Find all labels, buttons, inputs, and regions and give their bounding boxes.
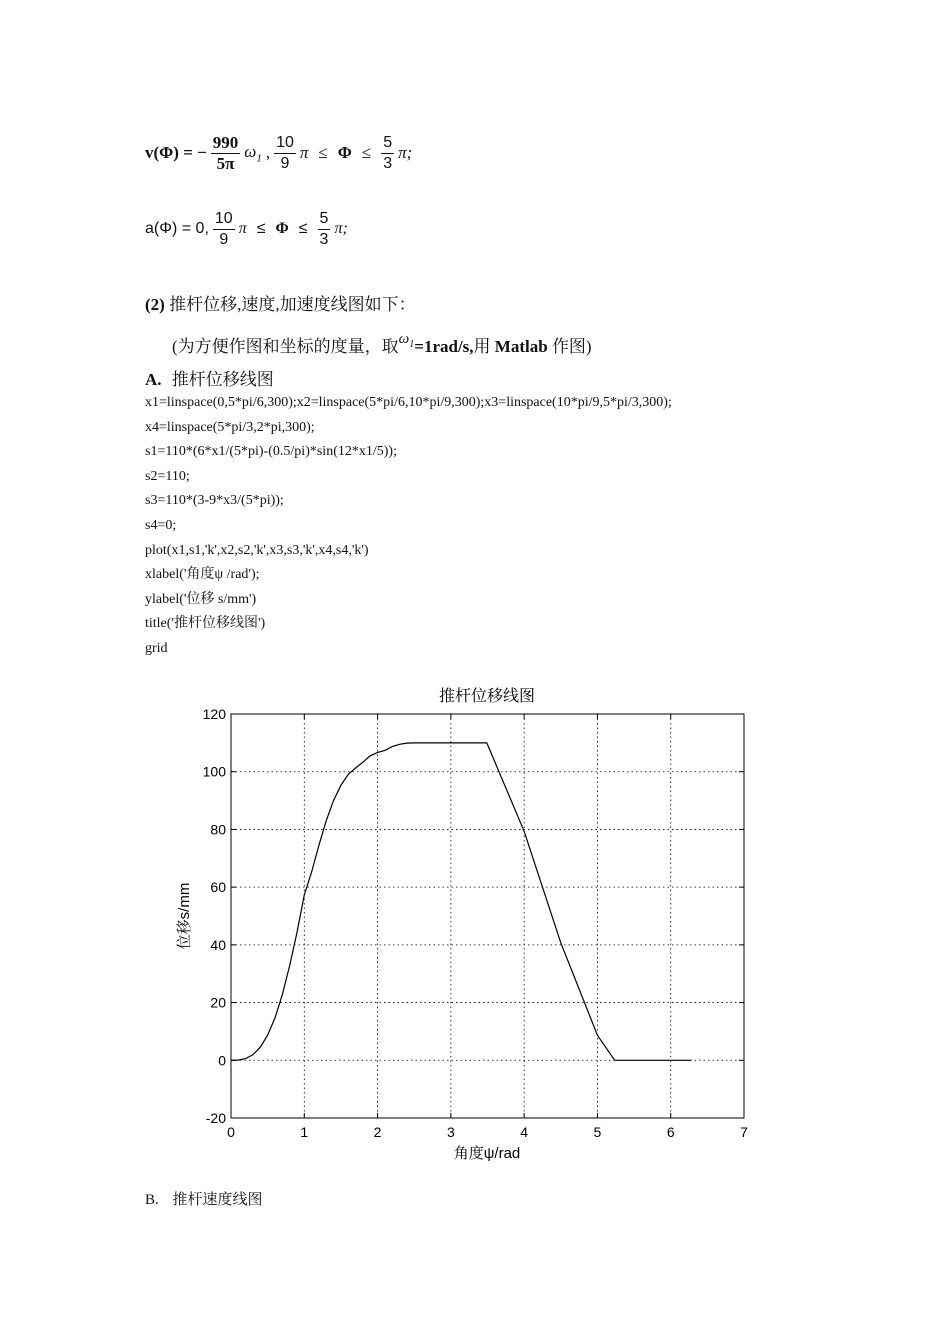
x-tick-label: 2 [373,1124,382,1140]
x-tick-label: 7 [740,1124,748,1140]
code-line: x4=linspace(5*pi/3,2*pi,300); [145,419,315,435]
code-line: grid [145,640,168,656]
eq-v-lhs: v(Φ) = − [145,143,207,162]
matlab-code-block [145,391,672,662]
code-line: ylabel('位移 s/mm') [145,591,257,607]
part-a-title: 推杆位移线图 [171,370,274,389]
eq-v-lower-bound: $\frac{10}{9}$ [276,133,294,172]
equation-acceleration [145,204,348,254]
y-tick-label: 20 [210,994,226,1011]
equation-velocity [145,128,412,178]
eq-v-leq1: ≤ [318,143,328,162]
y-tick-label: 100 [202,763,226,780]
x-tick-label: 5 [593,1124,602,1140]
note-before: (为方便作图和坐标的度量，取 [172,337,399,356]
x-tick-label: 3 [446,1124,455,1140]
chart-ticks [203,706,748,1140]
section-2-title: 推杆位移,速度,加速度线图如下： [169,295,416,314]
note-value: =1rad/s, [414,337,474,356]
x-tick-label: 0 [227,1124,235,1140]
series-line-s [231,743,692,1060]
note-end: 作图) [551,337,592,356]
note-use: 用 [473,337,491,356]
plot-note [172,332,592,359]
eq-a-tail: π; [334,220,348,237]
y-tick-label: 80 [210,821,226,838]
x-tick-label: 1 [300,1124,309,1140]
displacement-chart [0,670,950,1170]
eq-a-phi: Φ [275,220,289,237]
chart-grid [231,714,744,1118]
y-tick-label: -20 [205,1110,226,1126]
code-line: s4=0; [145,517,177,533]
y-tick-label: 120 [202,706,226,722]
code-line: title('推杆位移线图') [145,616,266,632]
eq-v-phi: Φ [337,143,352,162]
y-tick-label: 0 [218,1052,226,1069]
eq-a-lower-bound: $\frac{10}{9}$ [214,209,233,248]
x-tick-label: 6 [666,1124,675,1140]
eq-a-pi1: π [238,220,247,237]
section-2-heading [145,290,416,315]
x-axis-label: 角度ψ/rad [453,1145,521,1162]
code-line: xlabel('角度ψ /rad'); [145,567,260,583]
note-omega: $\omega_1$ [398,331,415,350]
chart-axes-box [231,714,744,1118]
eq-v-omega: $\omega_1$ [244,141,262,165]
chart-title: 推杆位移线图 [438,688,536,705]
y-tick-label: 40 [210,936,226,953]
code-line: x1=linspace(0,5*pi/6,300);x2=linspace(5*pi/6,10*pi/9,300);x3=linspace(10*pi/9,5*pi/3,300); [145,395,672,410]
part-b-letter: B. [145,1192,159,1208]
eq-v-separator: , [265,143,271,162]
x-tick-label: 4 [520,1124,529,1140]
eq-a-leq2: ≤ [298,220,308,237]
code-line: s2=110; [145,468,190,484]
eq-v-tail: π; [398,143,413,162]
part-b-heading [145,1188,263,1209]
eq-v-upper-bound: $\frac{5}{3}$ [383,133,393,172]
eq-v-leq2: ≤ [361,143,372,162]
eq-v-coefficient: $\frac{990}{5\pi}$ [212,132,239,173]
part-a-heading [145,365,274,390]
eq-a-upper-bound: $\frac{5}{3}$ [319,209,329,248]
y-axis-label: 位移s/mm [176,882,193,950]
part-a-letter: A. [145,370,162,389]
part-b-title: 推杆速度线图 [172,1192,263,1208]
code-line: plot(x1,s1,'k',x2,s2,'k',x3,s3,'k',x4,s4,'k') [145,542,369,558]
eq-v-pi1: π [299,143,309,162]
section-2-number: (2) [145,295,165,314]
eq-a-lhs: a(Φ) = 0, [145,220,209,237]
code-line: s3=110*(3-9*x3/(5*pi)); [145,493,284,509]
eq-a-leq1: ≤ [256,220,266,237]
note-matlab: Matlab [494,337,548,356]
y-tick-label: 60 [210,879,226,896]
code-line: s1=110*(6*x1/(5*pi)-(0.5/pi)*sin(12*x1/5)); [145,444,397,460]
